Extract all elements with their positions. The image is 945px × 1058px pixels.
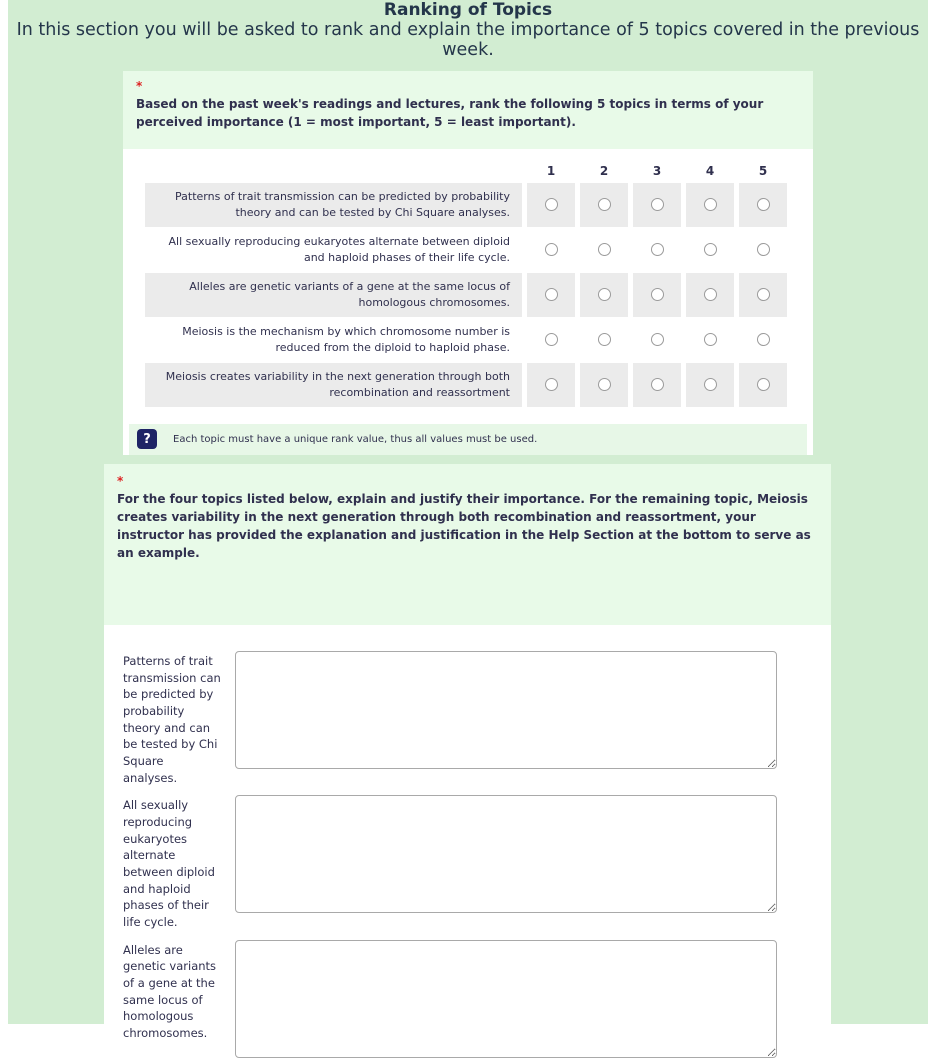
rank-radio[interactable] <box>651 333 664 346</box>
help-text: Each topic must have a unique rank value, thus all values must be used. <box>173 433 538 445</box>
matrix-header-row <box>145 164 789 178</box>
rank-radio[interactable] <box>757 288 770 301</box>
matrix-radio-cell <box>686 363 734 407</box>
matrix-radio-cell <box>633 318 681 362</box>
matrix-radio-cell <box>527 318 575 362</box>
matrix-radio-cell <box>527 228 575 272</box>
explanation-textarea[interactable] <box>235 940 777 1058</box>
explanation-textarea[interactable] <box>235 795 777 913</box>
matrix-radio-cell <box>686 318 734 362</box>
rank-radio[interactable] <box>545 333 558 346</box>
matrix-radio-cell <box>686 183 734 227</box>
matrix-row <box>145 363 789 407</box>
q1-prompt-box <box>123 71 813 149</box>
matrix-header-spacer <box>145 164 522 178</box>
matrix-row <box>145 183 789 227</box>
matrix-row <box>145 318 789 362</box>
required-asterisk: * <box>117 473 124 488</box>
rank-radio[interactable] <box>757 378 770 391</box>
matrix-row-label: Alleles are genetic variants of a gene at the same locus of homologous chromosomes. <box>145 273 522 317</box>
matrix-radio-cell <box>580 228 628 272</box>
matrix-radio-cell <box>739 318 787 362</box>
page-header <box>8 0 928 61</box>
matrix-column-header: 1 <box>546 163 556 178</box>
matrix-radio-cell <box>580 273 628 317</box>
matrix-radio-cell <box>580 183 628 227</box>
matrix-radio-cell <box>686 273 734 317</box>
explanation-field-label: All sexually reproducing eukaryotes alternate between diploid and haploid phases of their life cycle. <box>123 798 215 930</box>
matrix-radio-cell <box>686 228 734 272</box>
explanation-field-row <box>123 940 831 1058</box>
explanation-textarea[interactable] <box>235 651 777 769</box>
matrix-radio-cell <box>527 183 575 227</box>
rank-radio[interactable] <box>704 288 717 301</box>
ranking-matrix <box>145 164 789 407</box>
matrix-radio-cell <box>739 183 787 227</box>
matrix-radio-cell <box>527 273 575 317</box>
matrix-row <box>145 228 789 272</box>
rank-radio[interactable] <box>545 243 558 256</box>
help-bar <box>129 424 807 455</box>
matrix-radio-cell <box>580 318 628 362</box>
ranking-question-card <box>123 71 813 455</box>
rank-radio[interactable] <box>598 198 611 211</box>
matrix-column-header: 3 <box>652 163 662 178</box>
q2-prompt: For the four topics listed below, explain and justify their importance. For the remaining topic, Meiosis creates variability in the next generation through both recombination and reassortment, your instructor has provided the explanation and justification in the Help Section at the bottom to serve as an example. <box>117 492 811 561</box>
survey-page-background <box>8 0 928 1041</box>
rank-radio[interactable] <box>651 378 664 391</box>
page-title: Ranking of Topics <box>383 0 553 20</box>
rank-radio[interactable] <box>651 198 664 211</box>
matrix-column-header: 2 <box>599 163 609 178</box>
rank-radio[interactable] <box>704 243 717 256</box>
matrix-radio-cell <box>739 363 787 407</box>
explanation-fields <box>104 625 831 1058</box>
rank-radio[interactable] <box>545 288 558 301</box>
rank-radio[interactable] <box>545 198 558 211</box>
page-subtitle: In this section you will be asked to rank and explain the importance of 5 topics covered in the previous week. <box>16 19 920 61</box>
rank-radio[interactable] <box>545 378 558 391</box>
rank-radio[interactable] <box>598 378 611 391</box>
matrix-radio-cell <box>633 363 681 407</box>
matrix-column-header: 5 <box>758 163 768 178</box>
explanation-field-label: Patterns of trait transmission can be predicted by probability theory and can be tested by Chi Square analyses. <box>123 653 221 785</box>
rank-radio[interactable] <box>598 333 611 346</box>
matrix-row <box>145 273 789 317</box>
explanation-field-label: Alleles are genetic variants of a gene at the same locus of homologous chromosomes. <box>123 942 217 1041</box>
explanation-field-row <box>123 651 831 786</box>
q2-prompt-box <box>104 464 831 625</box>
rank-radio[interactable] <box>598 288 611 301</box>
rank-radio[interactable] <box>651 288 664 301</box>
rank-radio[interactable] <box>757 333 770 346</box>
matrix-row-label: All sexually reproducing eukaryotes alternate between diploid and haploid phases of their life cycle. <box>168 234 510 264</box>
rank-radio[interactable] <box>651 243 664 256</box>
matrix-row-label: Meiosis is the mechanism by which chromosome number is reduced from the diploid to haploid phase. <box>182 324 510 354</box>
rank-radio[interactable] <box>757 198 770 211</box>
rank-radio[interactable] <box>704 198 717 211</box>
matrix-radio-cell <box>580 363 628 407</box>
matrix-row-label: Patterns of trait transmission can be predicted by probability theory and can be tested by Chi Square analyses. <box>145 183 522 227</box>
question-mark-icon[interactable]: ? <box>137 429 157 449</box>
matrix-radio-cell <box>527 363 575 407</box>
matrix-column-header: 4 <box>705 163 715 178</box>
matrix-radio-cell <box>739 228 787 272</box>
matrix-radio-cell <box>633 273 681 317</box>
matrix-radio-cell <box>633 228 681 272</box>
required-asterisk: * <box>136 78 143 93</box>
matrix-radio-cell <box>739 273 787 317</box>
matrix-radio-cell <box>633 183 681 227</box>
explanation-field-row <box>123 795 831 930</box>
matrix-row-label: Meiosis creates variability in the next generation through both recombination and reassortment <box>145 363 522 407</box>
rank-radio[interactable] <box>598 243 611 256</box>
q1-prompt: Based on the past week's readings and lectures, rank the following 5 topics in terms of your perceived importance (1 = most important, 5 = least important). <box>136 97 764 130</box>
rank-radio[interactable] <box>757 243 770 256</box>
explanation-question-card <box>104 464 831 1058</box>
rank-radio[interactable] <box>704 333 717 346</box>
rank-radio[interactable] <box>704 378 717 391</box>
